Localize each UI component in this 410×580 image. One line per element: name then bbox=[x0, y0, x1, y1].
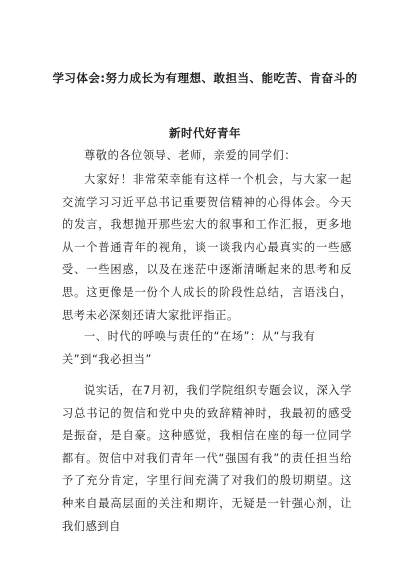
paragraph-section-1: 说实话，在7月初，我们学院组织专题会议，深入学习总书记的贺信和党中央的致辞精神时，我最初的感受是振奋，是自豪。这种感觉，我相信在座的每一位同学都有。贺信中对我们青年一代“强国有我”的责任担当给予了充分肯定，字里行间充满了对我们的殷切期望。这种来自最高层面的关注和期许，无疑是一针强心剂，让我们感到自 bbox=[62, 384, 352, 533]
document-title-line-2: 新时代好青年 bbox=[169, 126, 241, 140]
document-title-line-1: 学习体会:努力成长为有理想、敢担当、能吃苦、肯奋斗的 bbox=[52, 71, 358, 85]
paragraph-opening: 大家好！非常荣幸能有这样一个机会，与大家一起交流学习习近平总书记重要贺信精神的心得体会。今天的发言，我想抛开那些宏大的叙事和工作汇报，更多地从一个普通青年的视角，谈一谈我内心最真实的一些感受、一些困惑，以及在迷茫中逐渐清晰起来的思考和反思。这更像是一份个人成长的阶段性总结，言语浅白，思考未必深刻还请大家批评指正。 bbox=[62, 173, 352, 322]
salutation: 尊敬的各位领导、老师，亲爱的同学们： bbox=[84, 149, 297, 162]
section-heading-1: 一、时代的呼唤与责任的“在场”：从“与我有关”到“我必担当” bbox=[62, 330, 316, 366]
